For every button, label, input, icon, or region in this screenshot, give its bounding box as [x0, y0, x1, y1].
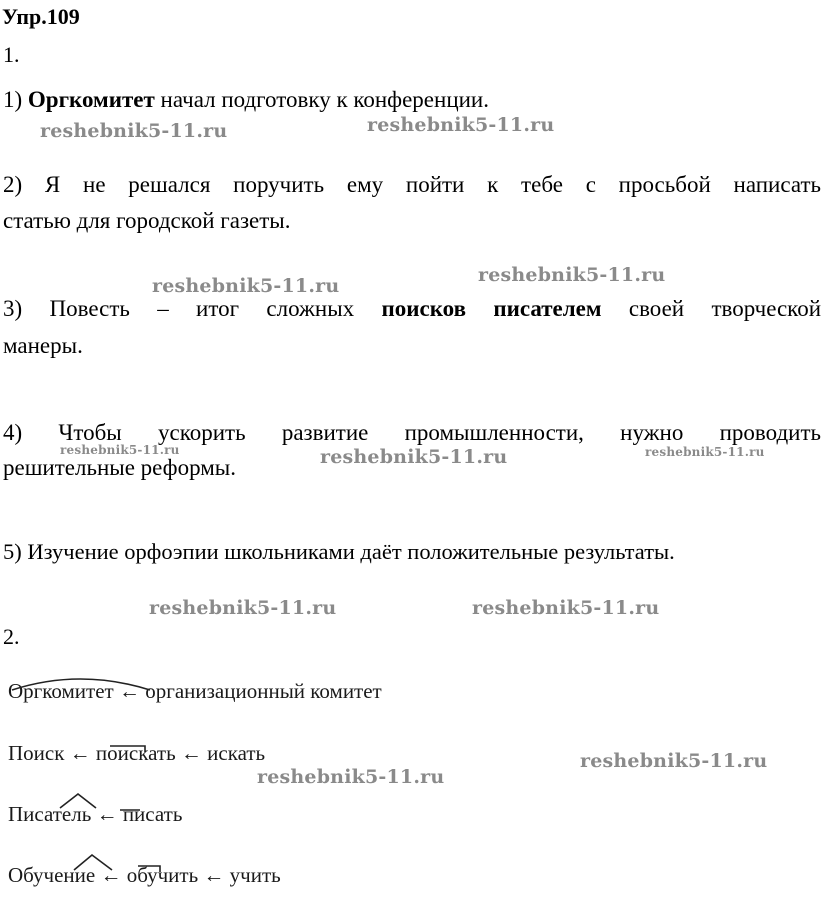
scheme-pisatel: Писатель ← писать [8, 802, 183, 826]
scheme-obuchenie: Обучение ← обучить ← учить [8, 863, 281, 887]
sentence-1-number: 1) [3, 87, 23, 112]
sentence-2-line-1: 2) Я не решался поручить ему пойти к тебе с просьбой написать [3, 172, 821, 197]
sentence-3-bold: поисков писателем [381, 296, 602, 321]
watermark: reshebnik5-11.ru [472, 597, 660, 619]
part-2-label: 2. [3, 624, 20, 649]
watermark: reshebnik5-11.ru [320, 446, 508, 468]
sentence-4-line-1: 4) Чтобы ускорить развитие промышленности, нужно проводить [3, 420, 821, 445]
watermark: reshebnik5-11.ru [257, 766, 445, 788]
watermark: reshebnik5-11.ru [580, 750, 768, 772]
watermark: reshebnik5-11.ru [149, 597, 337, 619]
sentence-5: 5) Изучение орфоэпии школьниками даёт положительные результаты. [3, 539, 675, 564]
watermark: reshebnik5-11.ru [645, 445, 765, 459]
scheme-orgkomitet: Оргкомитет ← организационный комитет [8, 679, 382, 703]
sentence-3-post: своей творческой [601, 296, 821, 321]
sentence-3-line-2: манеры. [3, 333, 83, 358]
sentence-1-rest: начал подготовку к конференции. [154, 87, 489, 112]
prefix-mark [138, 866, 160, 872]
watermark: reshebnik5-11.ru [60, 443, 180, 457]
part-1-label: 1. [3, 42, 20, 67]
root-arc [60, 794, 96, 808]
watermark: reshebnik5-11.ru [367, 114, 555, 136]
prefix-mark [110, 746, 145, 752]
sentence-3-pre: 3) Повесть – итог сложных [3, 296, 382, 321]
root-arc [74, 855, 112, 870]
watermark: reshebnik5-11.ru [478, 264, 666, 286]
sentence-4-line-2: решительные реформы. [3, 455, 236, 480]
exercise-title: Упр.109 [2, 4, 80, 29]
sentence-2-line-2: статью для городской газеты. [3, 208, 291, 233]
root-arc [12, 679, 150, 690]
watermark: reshebnik5-11.ru [40, 120, 228, 142]
scheme-poisk: Поиск ← поискать ← искать [8, 741, 266, 765]
sentence-1-bold: Оргкомитет [27, 87, 155, 112]
watermark: reshebnik5-11.ru [152, 275, 340, 297]
